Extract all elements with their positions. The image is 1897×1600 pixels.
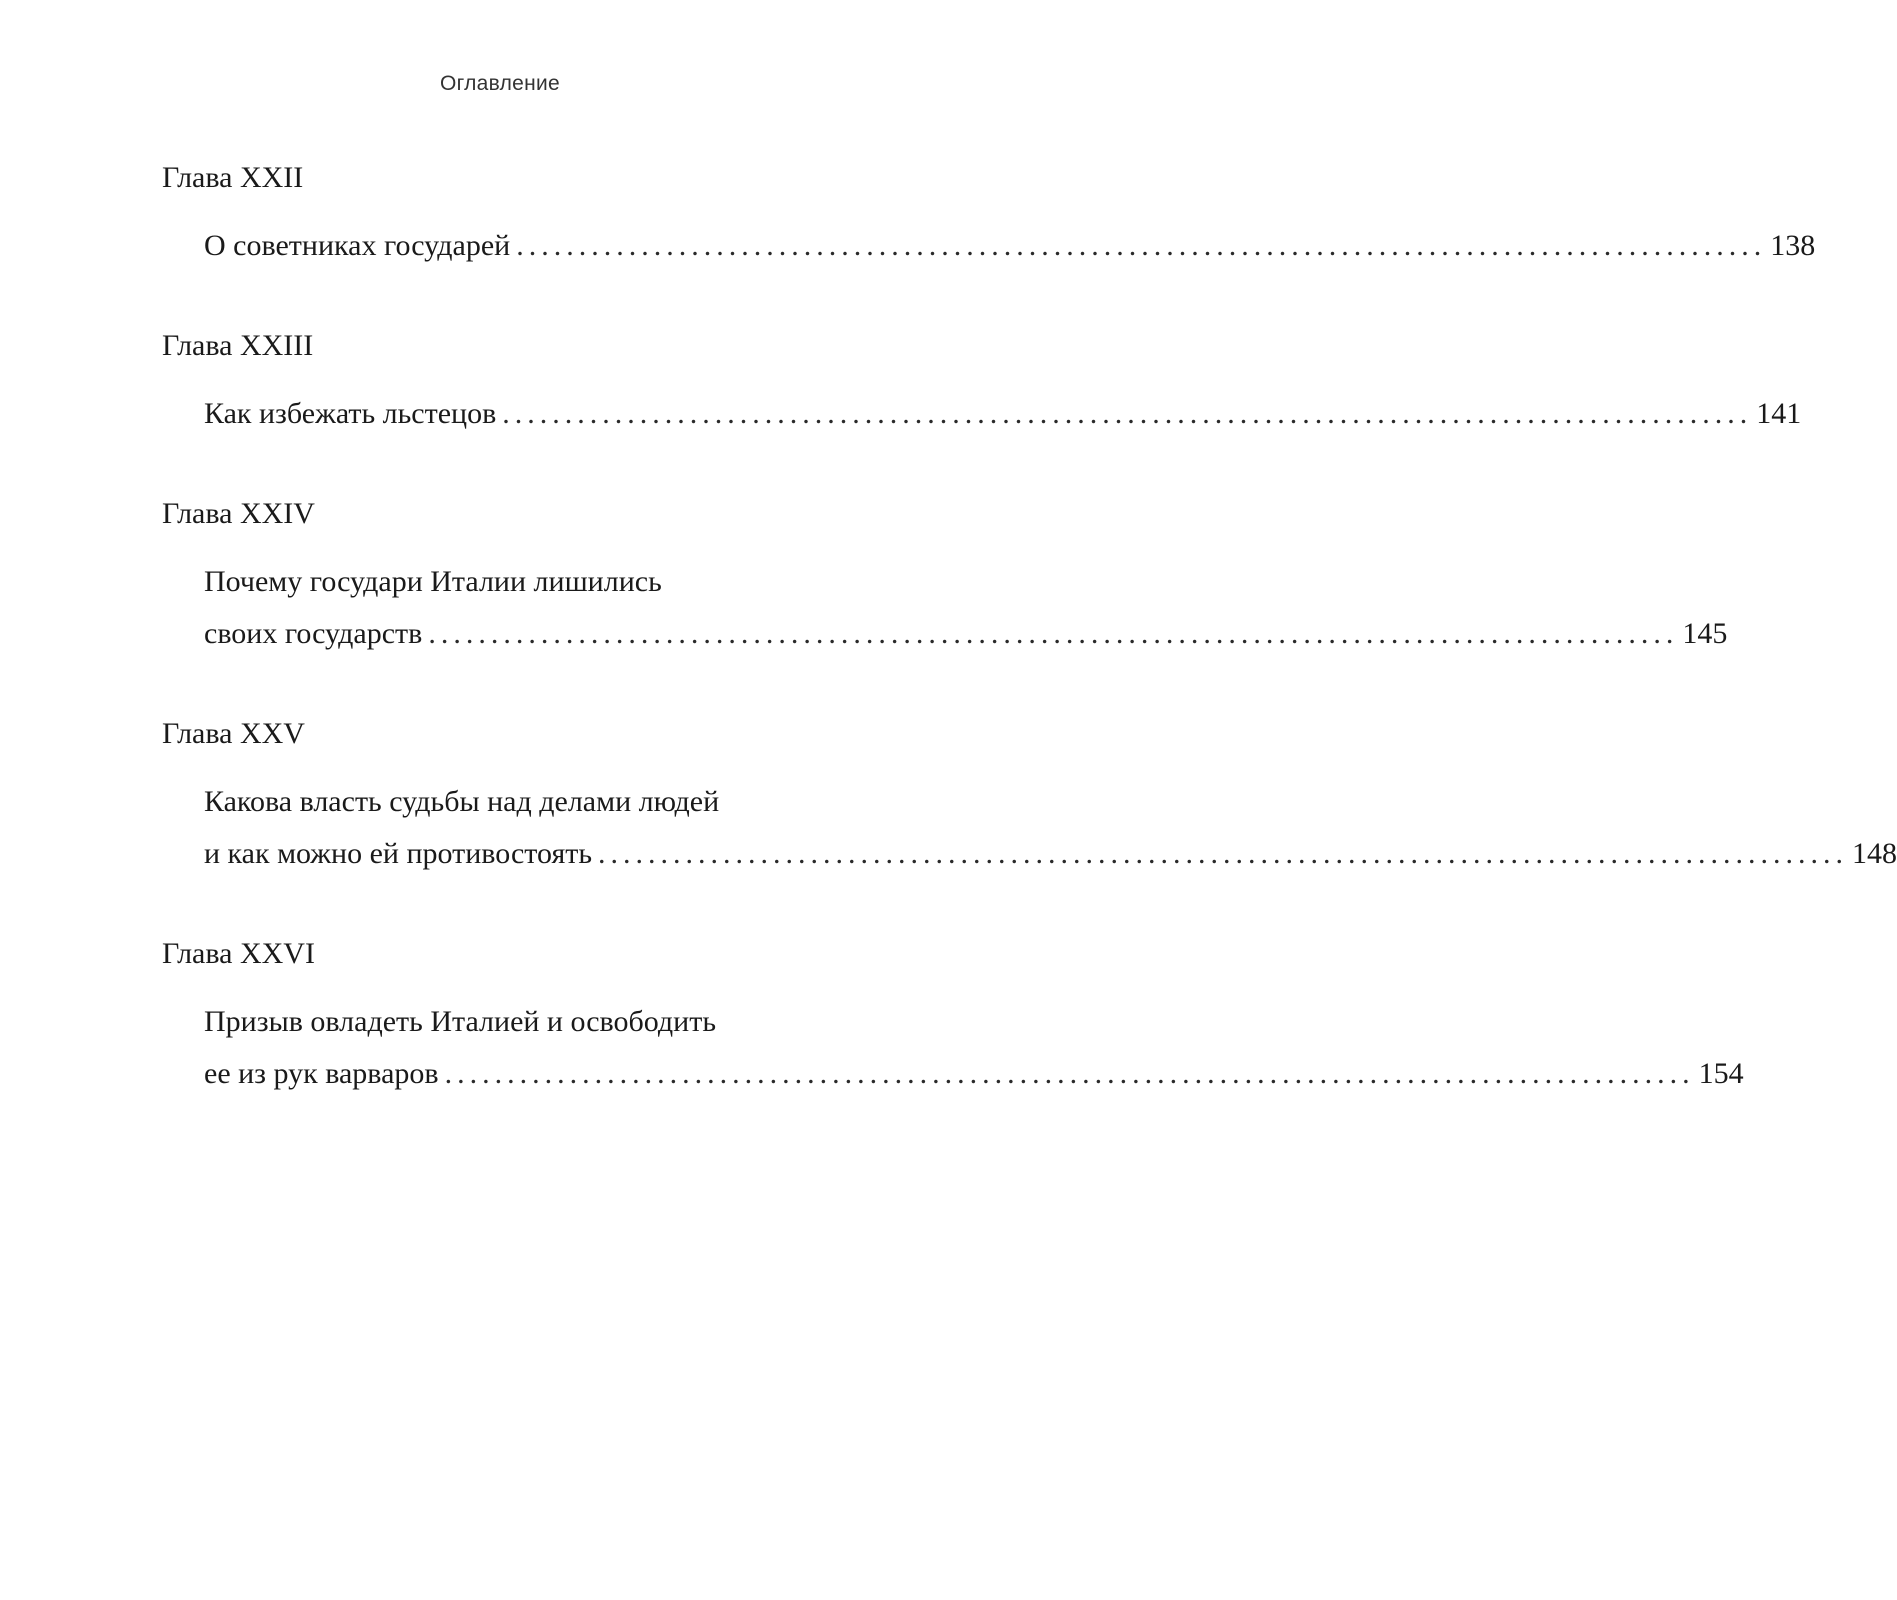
dot-leader: ....................................................................................................	[598, 837, 1849, 870]
chapter-label: Глава XXVI	[162, 937, 315, 970]
entry-title: О советниках государей	[204, 229, 511, 262]
toc-entry-line	[204, 608, 1728, 660]
page-number: 148	[1852, 837, 1897, 870]
toc-entry[interactable]	[204, 388, 1802, 440]
toc-entry-line	[204, 1048, 1744, 1100]
chapter-label: Глава XXIV	[162, 497, 315, 530]
table-of-contents	[162, 152, 1897, 1148]
entry-title: и как можно ей противостоять	[204, 837, 593, 870]
running-head-title: Оглавление	[439, 72, 561, 95]
entry-title-line: Почему государи Италии лишились	[204, 565, 662, 598]
toc-entry[interactable]	[204, 776, 1897, 880]
toc-entry[interactable]	[204, 996, 1744, 1100]
entry-title: своих государств	[204, 617, 423, 650]
toc-entry-line	[204, 828, 1897, 880]
toc-chapter	[162, 928, 1744, 1100]
toc-chapter	[162, 152, 1816, 272]
toc-chapter	[162, 488, 1728, 660]
toc-entry[interactable]	[204, 556, 1728, 660]
page-number: 145	[1682, 617, 1728, 650]
toc-entry[interactable]	[204, 220, 1816, 272]
entry-title-line: Какова власть судьбы над делами людей	[204, 785, 720, 818]
toc-chapter	[162, 320, 1802, 440]
dot-leader: ....................................................................................................	[428, 617, 1679, 650]
dot-leader: ....................................................................................................	[502, 397, 1753, 430]
page-number: 141	[1756, 397, 1802, 430]
page-number: 154	[1698, 1057, 1744, 1090]
chapter-label: Глава XXIII	[162, 329, 314, 362]
chapter-label: Глава XXII	[162, 161, 304, 194]
page-number: 138	[1770, 229, 1816, 262]
entry-title: Как избежать льстецов	[204, 397, 497, 430]
chapter-label: Глава XXV	[162, 717, 305, 750]
dot-leader: ....................................................................................................	[516, 229, 1767, 262]
entry-title: ее из рук варваров	[204, 1057, 439, 1090]
entry-title-line: Призыв овладеть Италией и освободить	[204, 1005, 717, 1038]
toc-entry-line	[204, 220, 1816, 272]
toc-chapter	[162, 708, 1897, 880]
dot-leader: ....................................................................................................	[444, 1057, 1695, 1090]
toc-entry-line	[204, 388, 1802, 440]
